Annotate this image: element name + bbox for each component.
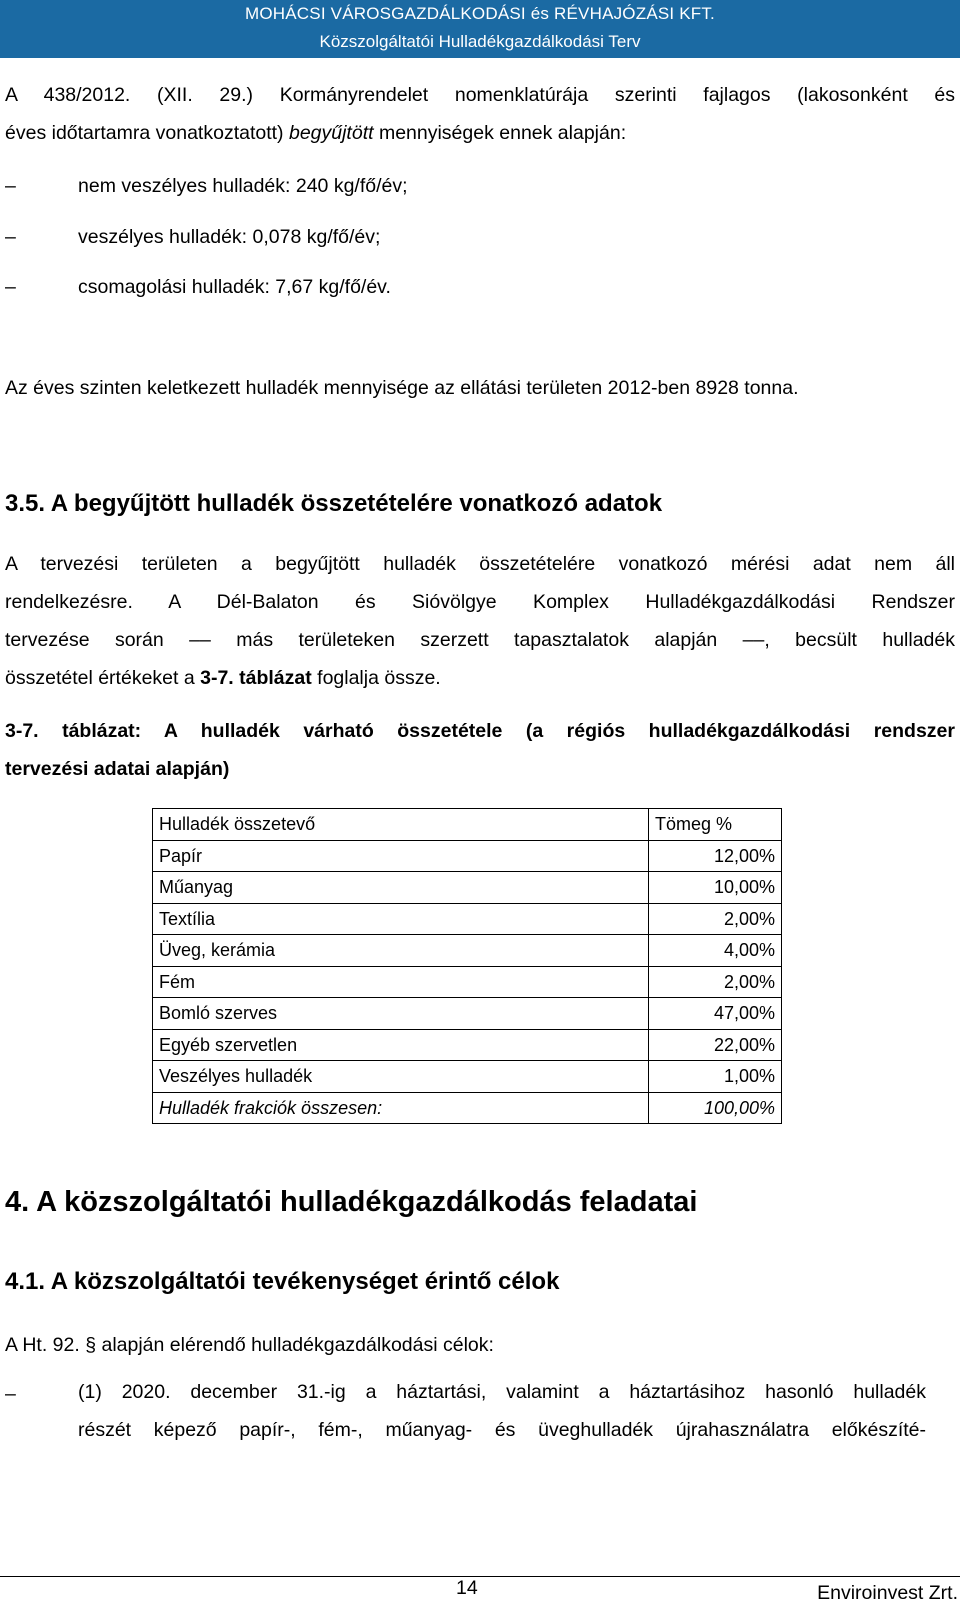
- component-cell: Papír: [153, 840, 649, 872]
- dash-bullet: –: [5, 226, 16, 248]
- table-header-row: [153, 809, 782, 841]
- page-header: [0, 0, 960, 58]
- percent-cell: 1,00%: [649, 1061, 782, 1093]
- dash-bullet: –: [5, 276, 16, 298]
- table-row: [153, 998, 782, 1030]
- intro-line-2: [5, 114, 955, 152]
- table-row: [153, 840, 782, 872]
- header-component: Hulladék összetevő: [153, 809, 649, 841]
- table-total-row: [153, 1092, 782, 1124]
- goal-item-line-1: (1) 2020. december 31.-ig a háztartási, valamint a háztartásihoz hasonló hulladék: [78, 1381, 926, 1403]
- component-cell: Egyéb szervetlen: [153, 1029, 649, 1061]
- section-3-5-line-3: tervezése során –– más területeken szerzett tapasztalatok alapján ––, becsült hulladék: [5, 629, 955, 651]
- list-item-text: nem veszélyes hulladék: 240 kg/fő/év;: [78, 175, 408, 197]
- list-item-text: veszélyes hulladék: 0,078 kg/fő/év;: [78, 226, 381, 248]
- percent-cell: 22,00%: [649, 1029, 782, 1061]
- section-3-5-heading: 3.5. A begyűjtött hulladék összetételére vonatkozó adatok: [5, 490, 663, 517]
- component-cell: Textília: [153, 903, 649, 935]
- section-3-5-line-4: [5, 659, 955, 697]
- table-row: [153, 966, 782, 998]
- dash-bullet: –: [5, 1383, 16, 1405]
- section-4-1-heading: 4.1. A közszolgáltatói tevékenységet érintő célok: [5, 1268, 560, 1295]
- intro-text-a: éves időtartamra vonatkoztatott): [5, 122, 289, 144]
- section-3-5-line-2: rendelkezésre. A Dél-Balaton és Sióvölgye Komplex Hulladékgazdálkodási Rendszer: [5, 591, 955, 613]
- annual-amount-text: Az éves szinten keletkezett hulladék mennyisége az ellátási területen 2012-ben 8928 tonna.: [5, 377, 799, 399]
- table-row: [153, 1029, 782, 1061]
- table-row: [153, 872, 782, 904]
- section-3-5-line-1: A tervezési területen a begyűjtött hulladék összetételére vonatkozó mérési adat nem áll: [5, 553, 955, 575]
- table-reference: 3-7. táblázat: [200, 667, 312, 689]
- percent-cell: 12,00%: [649, 840, 782, 872]
- component-cell: Fém: [153, 966, 649, 998]
- footer-company: Enviroinvest Zrt.: [817, 1582, 958, 1604]
- text-c: foglalja össze.: [311, 667, 441, 689]
- footer-divider: [0, 1576, 960, 1577]
- component-cell: Üveg, kerámia: [153, 935, 649, 967]
- text-a: összetétel értékeket a: [5, 667, 201, 689]
- table-row: [153, 903, 782, 935]
- intro-line-1: A 438/2012. (XII. 29.) Kormányrendelet nomenklatúrája szerinti fajlagos (lakosonként és: [5, 84, 955, 106]
- goal-item-line-2: részét képező papír-, fém-, műanyag- és üveghulladék újrahasználatra előkészíté-: [78, 1419, 926, 1441]
- table-caption-line-2: tervezési adatai alapján): [5, 758, 230, 780]
- header-document-title: Közszolgáltatói Hulladékgazdálkodási Terv: [319, 32, 641, 51]
- percent-cell: 47,00%: [649, 998, 782, 1030]
- component-cell: Veszélyes hulladék: [153, 1061, 649, 1093]
- component-cell: Bomló szerves: [153, 998, 649, 1030]
- dash-bullet: –: [5, 175, 16, 197]
- total-value: 100,00%: [649, 1092, 782, 1124]
- header-mass-percent: Tömeg %: [649, 809, 782, 841]
- percent-cell: 4,00%: [649, 935, 782, 967]
- header-company: MOHÁCSI VÁROSGAZDÁLKODÁSI és RÉVHAJÓZÁSI KFT.: [245, 4, 715, 23]
- list-item-text: csomagolási hulladék: 7,67 kg/fő/év.: [78, 276, 391, 298]
- intro-emphasis: begyűjtött: [288, 122, 374, 144]
- table-caption-line-1: 3-7. táblázat: A hulladék várható összetétele (a régiós hulladékgazdálkodási rendszer: [5, 720, 955, 742]
- table-row: [153, 935, 782, 967]
- intro-text-b: mennyiségek ennek alapján:: [373, 122, 627, 144]
- section-4-1-intro: A Ht. 92. § alapján elérendő hulladékgazdálkodási célok:: [5, 1334, 494, 1356]
- percent-cell: 2,00%: [649, 903, 782, 935]
- percent-cell: 2,00%: [649, 966, 782, 998]
- page-number: 14: [456, 1577, 478, 1599]
- component-cell: Műanyag: [153, 872, 649, 904]
- percent-cell: 10,00%: [649, 872, 782, 904]
- composition-table: [152, 808, 782, 1124]
- table-row: [153, 1061, 782, 1093]
- total-label: Hulladék frakciók összesen:: [153, 1092, 649, 1124]
- section-4-heading: 4. A közszolgáltatói hulladékgazdálkodás feladatai: [5, 1186, 698, 1218]
